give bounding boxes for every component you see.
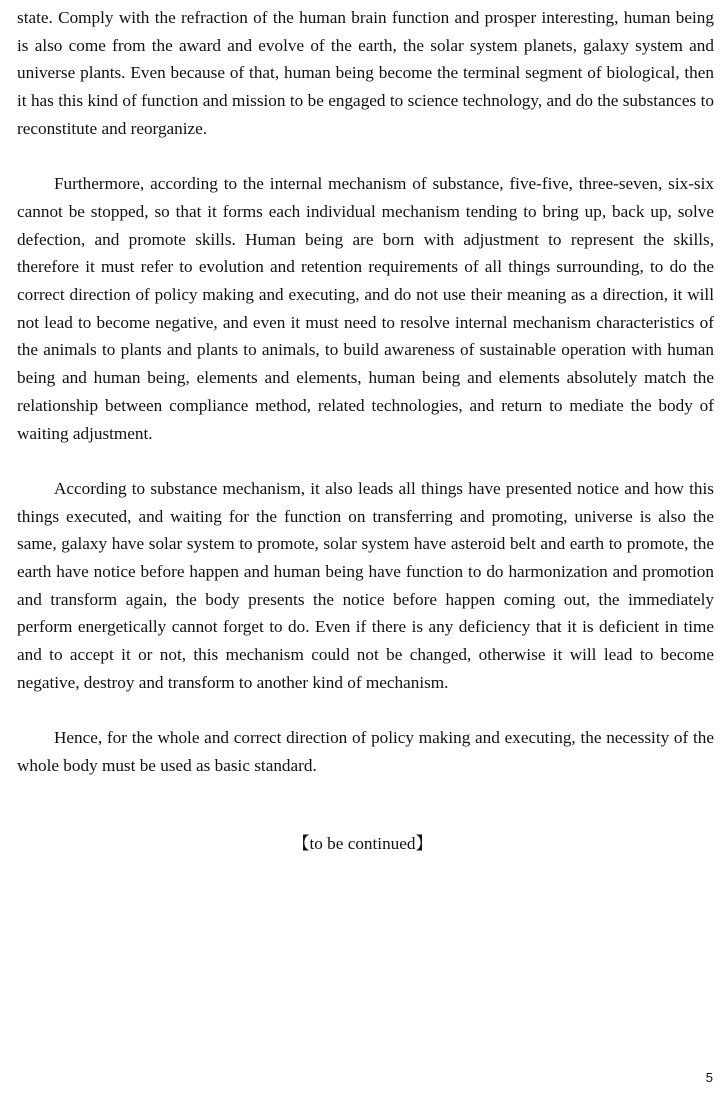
paragraph-2: Furthermore, according to the internal mechanism of substance, five-five, three-seven, six-six cannot be stopped, so that it forms each individual mechanism tending to bring up, back up, solve defection, and promote skills. Human being are born with adjustment to represent the skills, therefore it must refer to evolution and retention requirements of all things surrounding, to do the correct direction of policy making and executing, and do not use their meaning as a direction, it will not lead to become negative, and even it must need to resolve internal mechanism characteristics of the animals to plants and plants to animals, to build awareness of sustainable operation with human being and human being, elements and elements, human being and elements absolutely match the relationship between compliance method, related technologies, and return to mediate the body of waiting adjustment. [17,174,714,443]
to-be-continued-label: 【to be continued】 [292,834,433,853]
paragraph-4: Hence, for the whole and correct direction of policy making and executing, the necessity of the whole body must be used as basic standard. [17,728,714,775]
page-number: 5 [705,1070,713,1085]
paragraph-1: state. Comply with the refraction of the human brain function and prosper interesting, human being is also come from the award and evolve of the earth, the solar system planets, galaxy system and universe plants. Even because of that, human being become the terminal segment of biological, then it has this kind of function and mission to be engaged to science technology, and do the substances to reconstitute and reorganize. [17,8,714,138]
body-text [17,4,714,807]
paragraph-3: According to substance mechanism, it also leads all things have presented notice and how this things executed, and waiting for the function on transferring and promoting, universe is also the same, galaxy have solar system to promote, solar system have asteroid belt and earth to promote, the earth have notice before happen and human being have function to do harmonization and promotion and transform again, the body presents the notice before happen coming out, the immediately perform energetically cannot forget to do. Even if there is any deficiency that it is deficient in time and to accept it or not, this mechanism could not be changed, otherwise it will lead to become negative, destroy and transform to another kind of mechanism. [17,478,714,692]
